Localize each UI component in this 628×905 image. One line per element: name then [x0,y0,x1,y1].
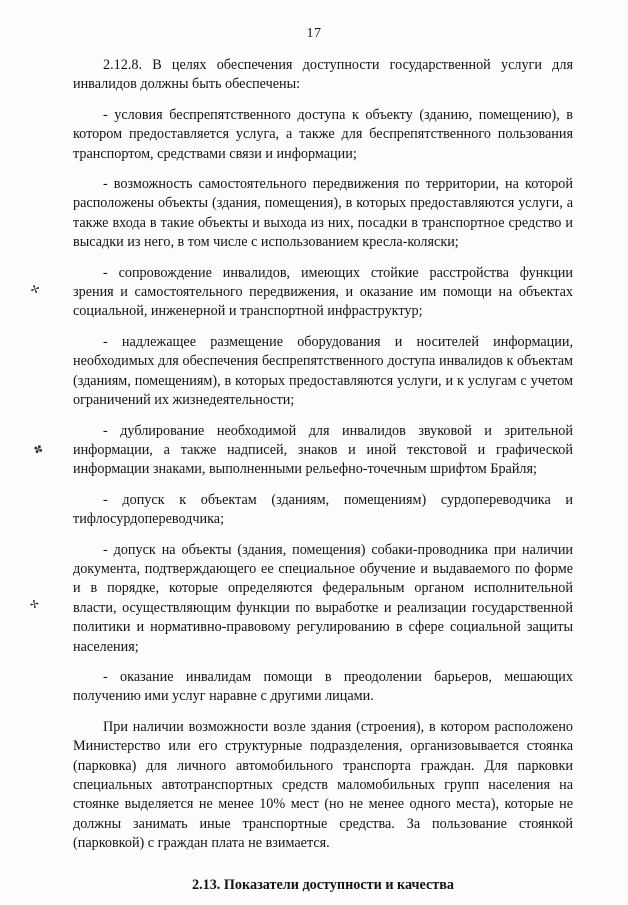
section-heading: 2.13. Показатели доступности и качества [191,876,455,893]
paragraph: При наличии возможности возле здания (строения), в котором расположено Министерство или его структурные подразделения, организовывается стоянка (парковка) для личного автомобильного транспорта граждан. Для парковки специальных автотранспортных средств маломобильных групп населения на стоянке выделяется не менее 10% мест (но не менее одного места), которые не должны занимать иные транспортные средства. За пользование стоянкой (парковкой) с граждан плата не взимается. [73,718,573,852]
scan-mark: ✢ [29,282,42,298]
list-item: - возможность самостоятельного передвижения по территории, на которой расположены объекты (здания, помещения), в которых предоставляются услуги, а также входа в такие объекты и выхода из них, посадки в транспортное средство и высадки из него, в том числе с использованием кресла-коляски; [73,176,573,251]
document-body [73,56,573,895]
list-item: - допуск к объектам (зданиям, помещениям) сурдопереводчика и тифлосурдопереводчика; [73,491,573,528]
list-item: - сопровождение инвалидов, имеющих стойкие расстройства функции зрения и самостоятельного передвижения, и оказание им помощи на объектах социальной, инженерной и транспортной инфраструктур; [73,264,573,320]
scan-mark: ✢ [28,598,41,612]
list-item: - оказание инвалидам помощи в преодолении барьеров, мешающих получению ими услуг наравне с другими лицами. [73,668,573,705]
list-item: - условия беспрепятственного доступа к объекту (зданию, помещению), в котором предоставляется услуга, а также для беспрепятственного пользования транспортом, средствами связи и информации; [73,106,573,162]
page-number: 17 [306,26,322,41]
list-item: - надлежащее размещение оборудования и носителей информации, необходимых для обеспечения беспрепятственного доступа инвалидов к объектам (зданиям, помещениям), в которых предоставляются услуги, и к услугам с учетом ограничений их жизнедеятельности; [73,333,573,409]
scan-mark: ✤ [31,442,45,458]
paragraph: 2.12.8. В целях обеспечения доступности государственной услуги для инвалидов должны быть обеспечены: [73,57,573,93]
list-item: - допуск на объекты (здания, помещения) собаки-проводника при наличии документа, подтверждающего ее специальное обучение и выдаваемого по форме и в порядке, которые определяются федеральным органом исполнительной власти, осуществляющим функции по выработке и реализации государственной политики и нормативно-правовому регулированию в сфере социальной защиты населения; [73,541,573,655]
list-item: - дублирование необходимой для инвалидов звуковой и зрительной информации, а также надписей, знаков и иной текстовой и графической информации знаками, выполненными рельефно-точечным шрифтом Брайля; [73,422,573,478]
